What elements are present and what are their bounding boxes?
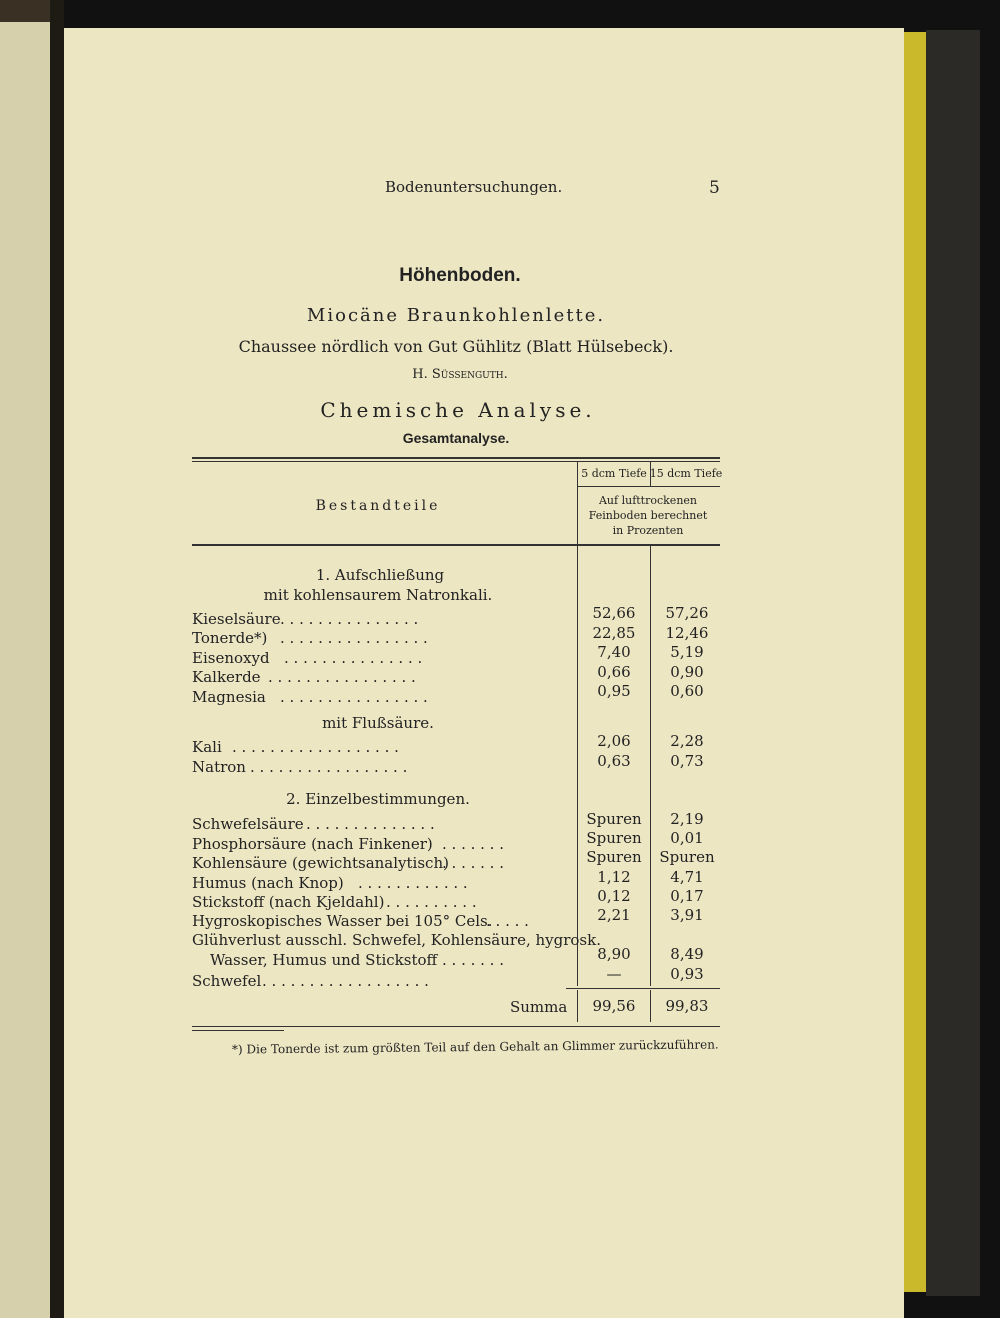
table-row-dots: . . . . . . . . . . . . . .: [306, 815, 435, 833]
table-row-label: Tonerde*): [192, 629, 268, 647]
table-cell: 0,01: [670, 829, 704, 847]
table-row-dots: . . . . . . . . . . . . . . . . . .: [232, 738, 399, 756]
table-row-label: Eisenoxyd: [192, 649, 270, 667]
table-cell: 0,95: [597, 682, 631, 700]
table-row-label: Kali: [192, 738, 222, 756]
table-cell: 5,19: [670, 643, 704, 661]
table-cell: 2,06: [597, 732, 631, 750]
summa-rule: [566, 988, 720, 989]
table-cell: 52,66: [592, 604, 636, 622]
table-row-label: Stickstoff (nach Kjeldahl): [192, 893, 385, 911]
section-title: Chemische Analyse.: [320, 398, 596, 422]
table-row-label: Kohlensäure (gewichtsanalytisch): [192, 854, 449, 872]
table-cell: 12,46: [665, 624, 709, 642]
col-header-depth1: 5 dcm Tiefe: [581, 467, 647, 480]
table-row-label: Humus (nach Knop): [192, 874, 344, 892]
table-cell: 22,85: [592, 624, 636, 642]
book-cover-edge: [926, 30, 980, 1296]
footnote-rule: [192, 1030, 284, 1031]
table-row-dots: . . . . . . . . . . . . . . . .: [268, 668, 416, 686]
group2-title: 2. Einzelbestimmungen.: [286, 790, 470, 808]
table-cell: 0,90: [670, 663, 704, 681]
table-row-dots: . . . . . . . . . . . . . . . . .: [250, 758, 408, 776]
table-row-dots: . . . . . . . . . . . . . . . . . .: [262, 972, 429, 990]
table-row-label: Magnesia: [192, 688, 266, 706]
book-spine: [50, 0, 64, 1318]
table-cell: 2,21: [597, 906, 631, 924]
table-top-rule-thin: [192, 461, 720, 462]
table-cell: 0,63: [597, 752, 631, 770]
table-bottom-rule: [192, 1026, 720, 1027]
running-title: Bodenuntersuchungen.: [385, 178, 563, 196]
col-header-note-1: Auf lufttrockenen: [598, 494, 698, 507]
table-row-label: Schwefel: [192, 972, 262, 990]
table-cell: Spuren: [659, 848, 715, 866]
group1b-title: mit Flußsäure.: [322, 714, 434, 732]
background-right: [980, 0, 1000, 1318]
header-bottom-rule: [192, 544, 720, 546]
table-top-rule: [192, 457, 720, 459]
table-cell: —: [606, 965, 622, 983]
table-cell: 2,19: [670, 810, 704, 828]
page-number: 5: [709, 178, 720, 198]
table-cell: 8,90: [597, 945, 631, 963]
page: [64, 28, 904, 1318]
table-cell: Spuren: [586, 848, 642, 866]
table-cell: 4,71: [670, 868, 704, 886]
table-cell: 0,60: [670, 682, 704, 700]
table-cell: 0,12: [597, 887, 631, 905]
subtitle: Miocäne Braunkohlenlette.: [306, 305, 606, 326]
footnote: *) Die Tonerde ist zum größten Teil auf den Gehalt an Glimmer zurückzuführen.: [231, 1037, 719, 1057]
table-cell: 0,17: [670, 887, 704, 905]
table-row-label: Schwefelsäure: [192, 815, 304, 833]
table-cell: 0,93: [670, 965, 704, 983]
col-header-depth2: 15 dcm Tiefe: [649, 467, 723, 480]
table-cell: Spuren: [586, 829, 642, 847]
header-subrule: [578, 486, 720, 487]
table-row-dots: . . . . . . . . . . . .: [358, 874, 468, 892]
location-line: Chaussee nördlich von Gut Gühlitz (Blatt Hülsebeck).: [238, 337, 674, 356]
table-row-dots: . . . . .: [486, 912, 529, 930]
table-cell: 7,40: [597, 643, 631, 661]
table-cell: 0,73: [670, 752, 704, 770]
summa-value-1: 99,56: [592, 997, 636, 1015]
section-subtitle: Gesamtanalyse.: [402, 430, 510, 446]
table-cell: 0,66: [597, 663, 631, 681]
table-row-label: Natron: [192, 758, 246, 776]
left-page-edge: [0, 22, 50, 1318]
table-row-dots: . . . . . . .: [442, 951, 504, 969]
table-row-dots: . . . . . . . . . . . . . . .: [280, 610, 419, 628]
group1-title: 1. Aufschließung: [315, 566, 445, 584]
table-row-dots: . . . . . . .: [442, 835, 504, 853]
col-header-note-3: in Prozenten: [612, 524, 684, 537]
author-line: H. Süssenguth.: [412, 367, 508, 382]
gluehverlust-line-2: Wasser, Humus und Stickstoff: [210, 951, 438, 969]
gluehverlust-line-1: Glühverlust ausschl. Schwefel, Kohlensäure, hygrosk.: [192, 931, 601, 949]
col-header-note-2: Feinboden berechnet: [588, 509, 708, 522]
table-row-label: Kalkerde: [192, 668, 261, 686]
table-cell: 1,12: [597, 868, 631, 886]
table-cell: 8,49: [670, 945, 704, 963]
table-cell: Spuren: [586, 810, 642, 828]
table-row-dots: . . . . . . . . . .: [386, 893, 477, 911]
table-cell: 3,91: [670, 906, 704, 924]
table-row-label: Phosphorsäure (nach Finkener): [192, 835, 433, 853]
summa-label: Summa: [510, 998, 568, 1016]
page-title: Höhenboden.: [399, 265, 521, 286]
group1-subtitle: mit kohlensaurem Natronkali.: [263, 586, 493, 604]
table-row-label: Hygroskopisches Wasser bei 105° Cels.: [192, 912, 493, 930]
table-row-label: Kieselsäure: [192, 610, 281, 628]
col-header-components: Bestandteile: [315, 498, 441, 514]
table-row-dots: . . . . . . . . . . . . . . . .: [280, 688, 428, 706]
summa-value-2: 99,83: [665, 997, 709, 1015]
page-edge-gilt: [904, 32, 926, 1292]
table-cell: 2,28: [670, 732, 704, 750]
table-row-dots: . . . . . . .: [442, 854, 504, 872]
table-row-dots: . . . . . . . . . . . . . . .: [284, 649, 423, 667]
table-row-dots: . . . . . . . . . . . . . . . .: [280, 629, 428, 647]
header-divider-left: [577, 462, 578, 544]
table-cell: 57,26: [665, 604, 709, 622]
